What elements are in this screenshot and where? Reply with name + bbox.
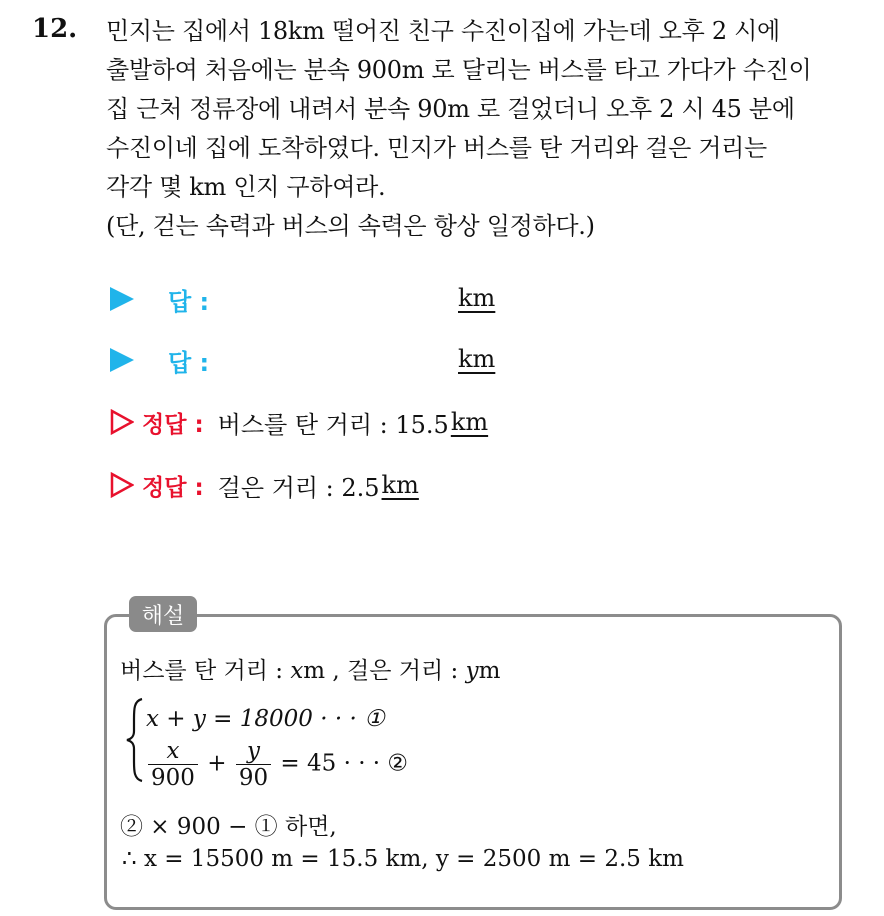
- correct-label: 정답 :: [142, 411, 204, 438]
- question-line: 수진이네 집에 도착하였다. 민지가 버스를 탄 거리와 걸은 거리는: [106, 134, 767, 162]
- answer-unit: km: [458, 345, 496, 373]
- correct-label: 정답 :: [142, 474, 204, 501]
- outline-triangle-icon: [110, 409, 134, 435]
- fraction-numerator: x: [148, 738, 198, 765]
- question-line: 민지는 집에서 18km 떨어진 친구 수진이집에 가는데 오후 2 시에: [106, 17, 780, 45]
- correct-text: 걸은 거리 : 2.5: [217, 473, 380, 502]
- explanation-variables: [120, 652, 500, 685]
- play-triangle-icon: [110, 348, 134, 372]
- correct-answer-row: [110, 402, 488, 442]
- equation-2: [146, 738, 408, 791]
- question-text: [106, 12, 866, 246]
- question-line: (단, 걷는 속력과 버스의 속력은 항상 일정하다.): [106, 212, 595, 240]
- answer-row: [110, 279, 209, 319]
- equation-2-rest: = 45 · · · ②: [280, 750, 409, 777]
- variables-text: m: [478, 658, 501, 684]
- equation-1: x + y = 18000 · · · ①: [146, 706, 385, 732]
- fraction: [148, 738, 198, 791]
- answer-label: 답 :: [168, 287, 210, 316]
- explanation-step: ② × 900 − ① 하면,: [120, 814, 337, 840]
- correct-unit: km: [381, 471, 419, 499]
- question-line: 출발하여 처음에는 분속 900m 로 달리는 버스를 타고 가다가 수진이: [106, 56, 812, 84]
- answer-unit: km: [458, 284, 496, 312]
- explanation-tab: 해설: [129, 596, 197, 632]
- variable-x: x: [290, 658, 304, 684]
- system-brace: [124, 697, 146, 783]
- fraction-numerator: y: [236, 738, 271, 765]
- fraction: [236, 738, 271, 791]
- correct-text: 버스를 탄 거리 : 15.5: [217, 410, 449, 439]
- answer-row: [110, 340, 209, 380]
- answer-label: 답 :: [168, 348, 210, 377]
- variables-text: 버스를 탄 거리 :: [120, 658, 291, 684]
- play-triangle-icon: [110, 287, 134, 311]
- variables-text: m , 걸은 거리 :: [303, 658, 466, 684]
- correct-answer-row: [110, 465, 419, 505]
- question-number: 12.: [32, 14, 78, 44]
- plus-sign: +: [207, 750, 227, 777]
- variable-y: y: [465, 658, 479, 684]
- fraction-denominator: 900: [151, 765, 195, 791]
- correct-unit: km: [450, 408, 489, 436]
- explanation-result: ∴ x = 15500 m = 15.5 km, y = 2500 m = 2.5 km: [122, 846, 684, 872]
- question-line: 집 근처 정류장에 내려서 분속 90m 로 걸었더니 오후 2 시 45 분에: [106, 95, 795, 123]
- fraction-denominator: 90: [238, 765, 269, 791]
- outline-triangle-icon: [110, 472, 134, 498]
- question-line: 각각 몇 km 인지 구하여라.: [106, 173, 386, 201]
